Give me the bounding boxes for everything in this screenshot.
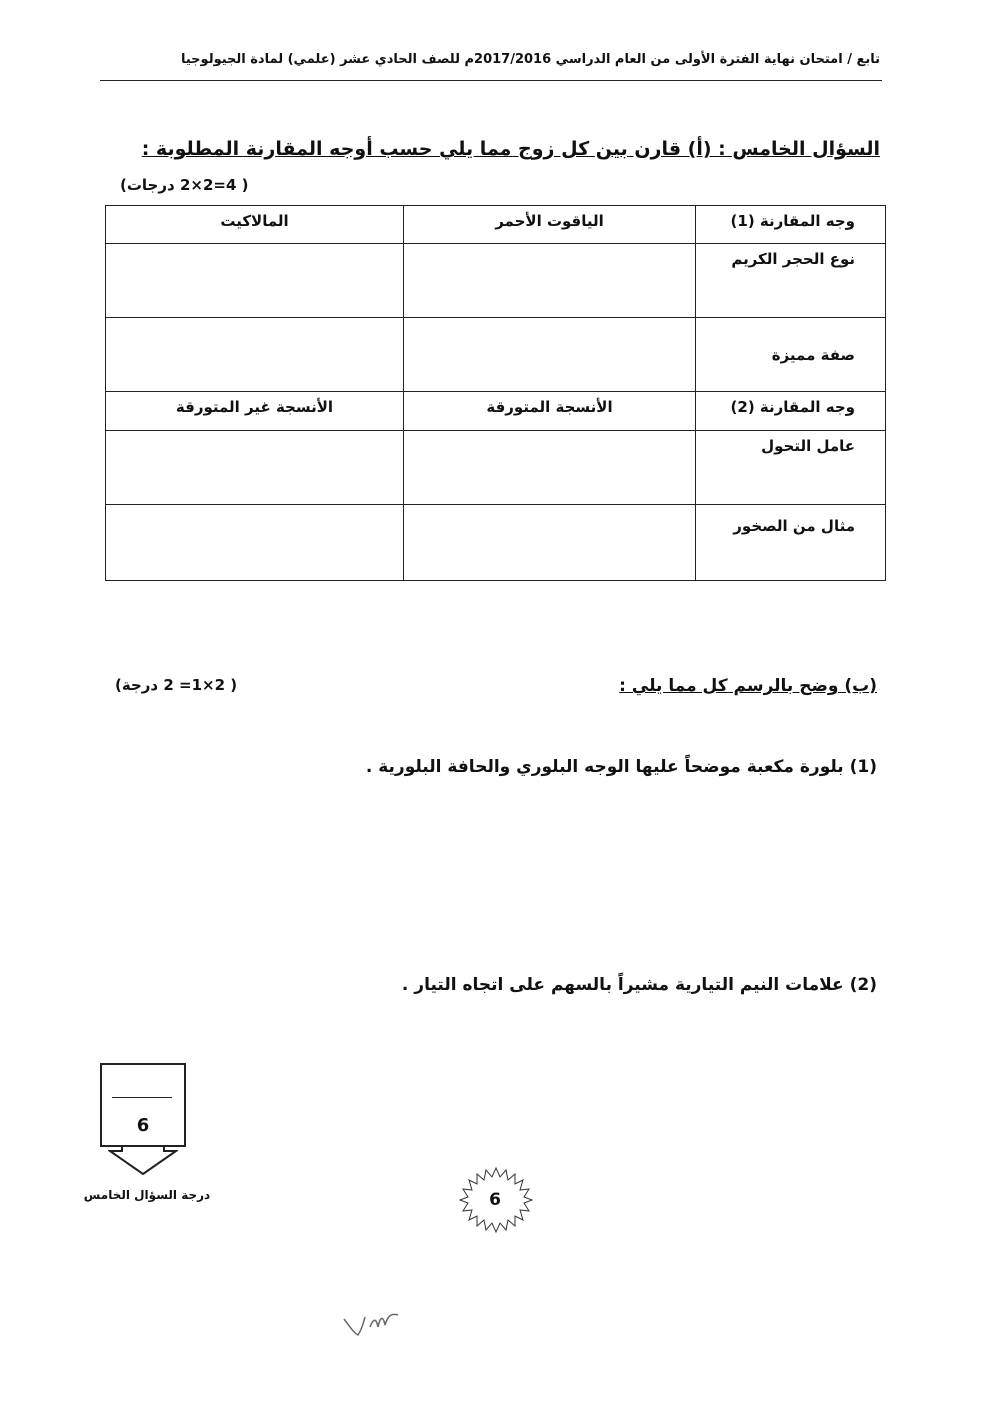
answer-cell[interactable]	[106, 318, 404, 392]
page-number: 6	[489, 1190, 501, 1210]
answer-cell[interactable]	[404, 430, 696, 504]
comparison-table	[105, 205, 886, 581]
table-row	[106, 504, 886, 580]
handwritten-mark	[338, 1305, 418, 1345]
comparison-2-label: وجه المقارنة (2)	[696, 392, 886, 430]
drawing-item-1: (1) بلورة مكعبة موضحاً عليها الوجه البلوري والحافة البلورية .	[365, 757, 877, 777]
header-nonfoliated: الأنسجة غير المتورقة	[106, 392, 404, 430]
answer-cell[interactable]	[106, 244, 404, 318]
question-title: السؤال الخامس : (أ) قارن بين كل زوج مما يلي حسب أوجه المقارنة المطلوبة :	[141, 138, 880, 160]
table-row	[106, 244, 886, 318]
answer-cell[interactable]	[106, 430, 404, 504]
part-b-title: (ب) وضح بالرسم كل مما يلي :	[619, 676, 877, 696]
row-label-metamorphism-agent: عامل التحول	[696, 430, 886, 504]
table-row	[106, 392, 886, 430]
header-ruby: الياقوت الأحمر	[404, 206, 696, 244]
answer-cell[interactable]	[106, 504, 404, 580]
row-label-distinct-feature: صفة مميزة	[696, 318, 886, 392]
comparison-1-label: وجه المقارنة (1)	[696, 206, 886, 244]
row-label-gem-type: نوع الحجر الكريم	[696, 244, 886, 318]
answer-cell[interactable]	[404, 504, 696, 580]
drawing-item-2: (2) علامات النيم التيارية مشيراً بالسهم على اتجاه التيار .	[401, 975, 877, 995]
score-value: 6	[136, 1115, 150, 1136]
question-marks: ( 4=2×2 درجات)	[120, 176, 249, 194]
header-divider	[100, 80, 882, 81]
answer-cell[interactable]	[404, 318, 696, 392]
header-malachite: المالاكيت	[106, 206, 404, 244]
score-line	[112, 1097, 172, 1098]
table-row	[106, 206, 886, 244]
table-row	[106, 318, 886, 392]
score-label: درجة السؤال الخامس	[83, 1188, 211, 1202]
answer-cell[interactable]	[404, 244, 696, 318]
row-label-rock-example: مثال من الصخور	[696, 504, 886, 580]
table-row	[106, 430, 886, 504]
exam-header: تابع / امتحان نهاية الفترة الأولى من العام الدراسي 2017/2016م للصف الحادي عشر (علمي) لمادة الجيولوجيا	[180, 52, 880, 67]
header-foliated: الأنسجة المتورقة	[404, 392, 696, 430]
part-b-marks: ( 2×1= 2 درجة)	[115, 676, 238, 694]
